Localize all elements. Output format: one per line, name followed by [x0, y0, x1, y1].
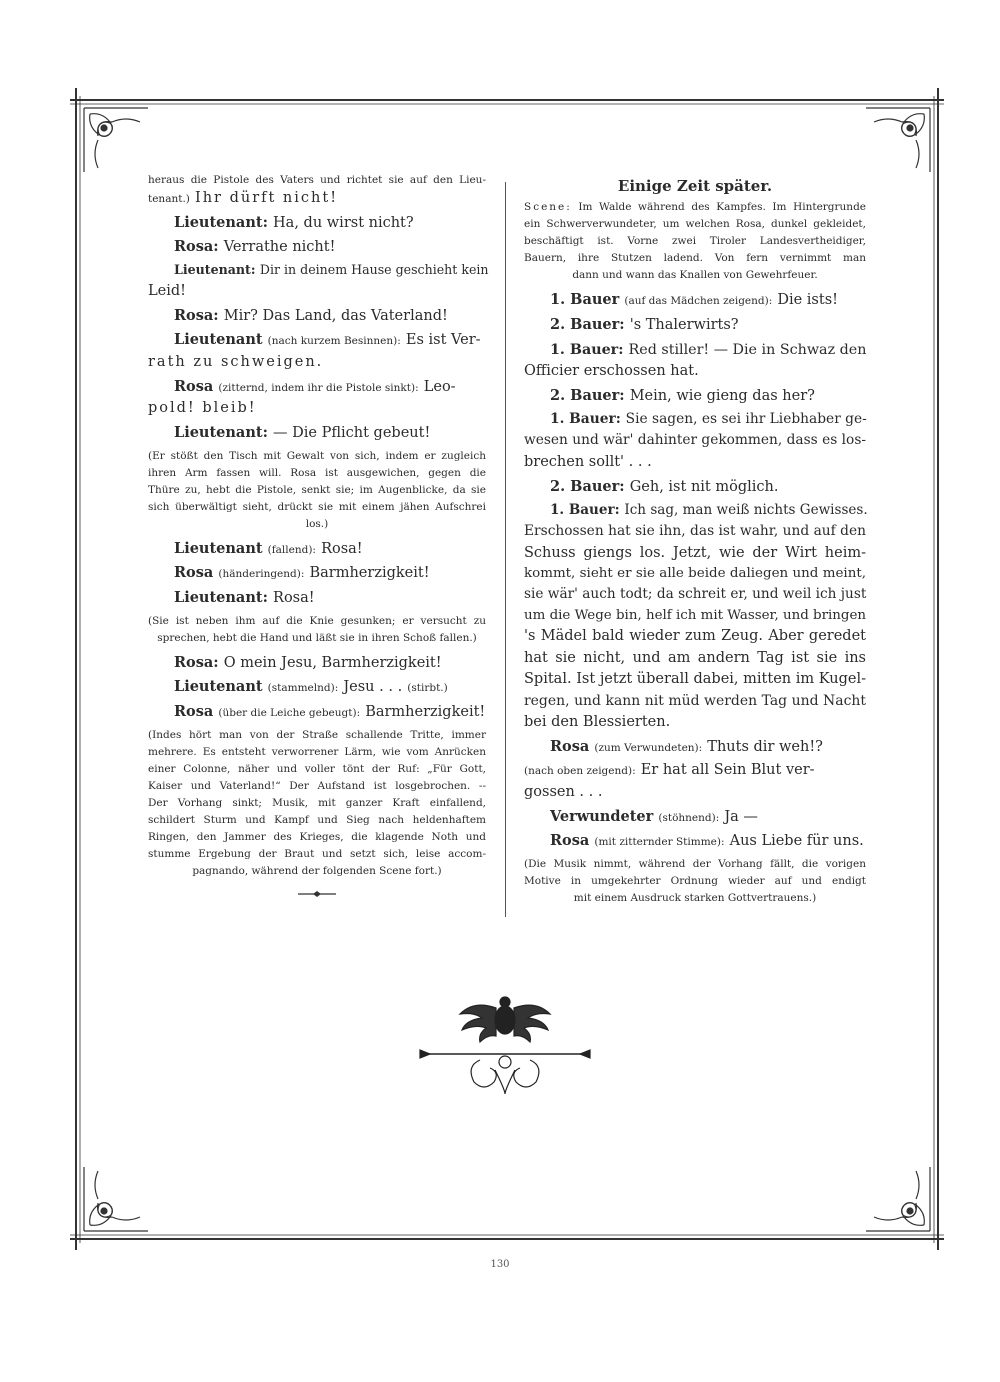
dialogue-continuation: hat sie nicht, und am andern Tag ist sie ins: [524, 649, 866, 666]
spoken-text: Leo-: [423, 378, 456, 395]
end-of-scene-ornament: [296, 890, 338, 898]
stage-direction-line: stumme Ergebung der Braut und setzt sich, leise accom-: [148, 847, 486, 860]
dialogue-line: [524, 807, 866, 826]
spoken-text: Ja —: [724, 808, 758, 825]
scene-description-line: beschäftigt ist. Vorne zwei Tiroler Landesvertheidiger,: [524, 235, 866, 248]
dialogue-line: [148, 213, 486, 232]
spoken-text: O mein Jesu, Barmherzigkeit!: [223, 654, 442, 671]
dialogue-line: [524, 290, 866, 309]
stage-direction-line: sich überwältigt sieht, drückt sie mit einem jähen Aufschrei: [148, 500, 486, 513]
dialogue-line: [524, 477, 866, 496]
spoken-text: Ihr dürft nicht!: [194, 190, 339, 207]
dialogue-continuation: 's Mädel bald wieder zum Zeug. Aber geredet: [524, 628, 866, 644]
spoken-text: Jesu . . .: [343, 679, 403, 696]
dialogue-continuation: Spital. Ist jetzt überall dabei, mitten im Kugel-: [524, 671, 866, 688]
dialogue-continuation: sie wär' auch todt; da schreit er, und weil ich just: [524, 585, 867, 602]
dialogue-continuation: wesen und wär' dahinter gekommen, dass es los-: [524, 432, 866, 449]
dialogue-line: [148, 377, 486, 396]
dialogue-line: [148, 677, 486, 696]
speaker-name: Lieutenant:: [174, 589, 268, 607]
stage-direction-line: Der Vorhang sinkt; Musik, mit ganzer Kraft einfallend,: [148, 796, 486, 809]
stage-direction-line: (Die Musik nimmt, während der Vorhang fällt, die vorigen: [524, 858, 866, 871]
speaker-name: 1. Bauer:: [550, 341, 624, 358]
spoken-text: Die ists!: [777, 292, 838, 309]
corner-flourish-icon: [84, 108, 148, 172]
dialogue-line: [148, 563, 486, 582]
stage-direction: tenant.): [148, 193, 190, 206]
dialogue-line: [524, 315, 866, 334]
corner-flourish-icon: [866, 108, 930, 172]
dialogue-line: [524, 340, 866, 358]
dialogue-line: [148, 237, 486, 256]
speaker-name: Lieutenant:: [174, 213, 268, 231]
dialogue-line: [148, 188, 486, 207]
dialogue-line: [524, 501, 866, 519]
speaker-name: Rosa:: [174, 238, 219, 256]
speaker-name: Lieutenant: [174, 331, 263, 349]
speaker-name: Rosa:: [174, 306, 219, 324]
dialogue-continuation: kommt, sieht er sie alle beide daliegen und meint,: [524, 566, 866, 582]
stage-direction-line: pagnando, während der folgenden Scene fort.): [192, 864, 442, 877]
dialogue-continuation: Erschossen hat sie ihn, das ist wahr, und auf den: [524, 522, 866, 539]
speaker-name: Lieutenant: [174, 678, 263, 696]
stage-direction: (nach oben zeigend):: [524, 765, 636, 778]
dialogue-continuation: pold! bleib!: [148, 400, 257, 417]
dialogue-line: [148, 306, 486, 325]
dialogue-line: [148, 330, 486, 349]
scene-label: Scene:: [524, 201, 572, 214]
spoken-text: Aus Liebe für uns.: [729, 833, 864, 850]
dialogue-line: [148, 588, 486, 607]
stage-direction: (zum Verwundeten):: [594, 741, 703, 754]
stage-direction: (auf das Mädchen zeigend):: [624, 295, 773, 308]
speaker-name: Lieutenant:: [174, 424, 268, 442]
stage-direction: (stöhnend):: [658, 811, 720, 824]
scene-description-line: dann und wann das Knallen von Gewehrfeuer.: [572, 269, 818, 282]
scene-heading: Einige Zeit später.: [617, 177, 773, 195]
stage-direction-line: mehrere. Es entsteht verworrener Lärm, wie vom Anrücken: [148, 745, 486, 758]
dialogue-line: [148, 262, 489, 278]
corner-flourish-icon: [866, 1167, 930, 1231]
speaker-name: Lieutenant:: [174, 262, 256, 278]
stage-direction: (über die Leiche gebeugt):: [218, 707, 361, 720]
stage-direction-block: [148, 448, 486, 533]
dialogue-continuation: Officier erschossen hat.: [524, 363, 699, 380]
dialogue-line: [524, 410, 866, 428]
dialogue-line: [524, 831, 866, 850]
speaker-name: Rosa: [174, 377, 214, 395]
speaker-name: Rosa: [550, 832, 590, 850]
dialogue-continuation: regen, und kann nit müd werden Tag und Nacht: [524, 693, 866, 710]
scene-description: [524, 199, 866, 284]
stage-direction-line: schildert Sturm und Kampf und Sieg nach heldenhaftem: [148, 813, 486, 826]
spoken-text: Dir in deinem Hause geschieht kein: [259, 262, 489, 278]
speaker-name: Rosa: [550, 737, 590, 755]
stage-direction-line: Motive in umgekehrter Ordnung wieder auf und endigt: [524, 875, 866, 888]
left-column: [148, 174, 489, 880]
dialogue-continuation: brechen sollt' . . .: [524, 454, 652, 470]
speaker-name: 1. Bauer: [550, 291, 620, 309]
spoken-text: Ich sag, man weiß nichts Gewisses.: [624, 502, 868, 519]
speaker-name: Rosa:: [174, 653, 219, 671]
speaker-name: 2. Bauer:: [550, 386, 625, 404]
right-column: [524, 178, 866, 907]
speaker-name: 1. Bauer:: [550, 502, 620, 519]
stage-direction-line: mit einem Ausdruck starken Gottvertrauens.): [573, 892, 817, 905]
dialogue-continuation: Leid!: [148, 283, 186, 300]
spoken-text: Geh, ist nit möglich.: [629, 478, 779, 495]
page-number: 130: [490, 1259, 510, 1270]
speaker-name: Rosa: [174, 703, 214, 721]
spoken-text: Rosa!: [273, 590, 315, 607]
spoken-text: Sie sagen, es sei ihr Liebhaber ge-: [625, 411, 867, 428]
scene-description-line: [524, 199, 866, 216]
stage-direction: (zitternd, indem ihr die Pistole sinkt):: [218, 381, 419, 394]
dialogue-line: [524, 386, 866, 405]
corner-flourish-icon: [84, 1167, 148, 1231]
dialogue-continuation: Schuss giengs los. Jetzt, wie der Wirt heim-: [524, 544, 866, 561]
dialogue-continuation: bei den Blessierten.: [524, 714, 671, 731]
stage-direction-block: [148, 613, 486, 647]
spoken-text: — Die Pflicht gebeut!: [273, 425, 431, 442]
spoken-text: Es ist Ver-: [405, 332, 481, 349]
stage-direction-line: (Indes hört man von der Straße schallende Tritte, immer: [148, 728, 486, 741]
stage-direction-line: sprechen, hebt die Hand und läßt sie in ihren Schoß fallen.): [157, 631, 477, 644]
spoken-text: Mein, wie gieng das her?: [629, 387, 815, 404]
dialogue-line: [524, 760, 866, 779]
stage-direction-block: [148, 727, 486, 880]
closing-stage-direction: [524, 856, 866, 907]
spoken-text: Red stiller! — Die in Schwaz den: [628, 341, 867, 358]
spoken-text: Rosa!: [321, 540, 363, 557]
stage-direction: (stammelnd):: [267, 682, 339, 695]
stage-direction: (nach kurzem Besinnen):: [267, 335, 401, 348]
stage-direction: heraus die Pistole des Vaters und richtet sie auf den Lieu-: [148, 174, 486, 186]
stage-direction-line: Ringen, den Jammer des Krieges, die klagende Noth und: [148, 830, 486, 843]
stage-direction-line: einer Colonne, näher und voller tönt der Ruf: „Für Gott,: [148, 762, 486, 775]
speaker-name: 1. Bauer:: [550, 411, 621, 428]
stage-direction-line: Thüre zu, hebt die Pistole, senkt sie; im Augenblicke, da sie: [148, 483, 486, 496]
speaker-name: Rosa: [174, 564, 214, 582]
dialogue-line: [524, 737, 866, 756]
scene-description-line: ein Schwerverwundeter, um welchen Rosa, dunkel gekleidet,: [524, 218, 866, 231]
stage-direction: (händeringend):: [218, 568, 305, 581]
scene-description-line: Bauern, ihre Stutzen ladend. Von fern vernimmt man: [524, 252, 866, 265]
speaker-name: 2. Bauer:: [550, 315, 625, 333]
eagle-vignette-icon: [420, 997, 590, 1094]
dialogue-continuation: gossen . . .: [524, 784, 603, 801]
speaker-name: 2. Bauer:: [550, 477, 625, 495]
stage-direction-line: Kaiser und Vaterland!“ Der Aufstand ist losgebrochen. --: [148, 779, 486, 792]
column-divider: [505, 182, 506, 917]
spoken-text: Ha, du wirst nicht?: [273, 214, 414, 231]
stage-direction-line: ihren Arm fassen will. Rosa ist ausgewichen, gegen die: [148, 466, 486, 479]
stage-direction: (mit zitternder Stimme):: [594, 836, 725, 849]
spoken-text: Thuts dir weh!?: [707, 738, 823, 755]
spoken-text: 's Thalerwirts?: [629, 316, 739, 333]
stage-direction-line: (Sie ist neben ihm auf die Knie gesunken; er versucht zu: [148, 614, 486, 627]
stage-direction: (stirbt.): [407, 682, 448, 695]
stage-direction-line: (Er stößt den Tisch mit Gewalt von sich, indem er zugleich: [148, 449, 486, 462]
stage-direction: (fallend):: [267, 543, 316, 556]
dialogue-line: [148, 702, 486, 721]
dialogue-continuation: um die Wege bin, helf ich mit Wasser, und bringen: [524, 607, 867, 623]
dialogue-line: [148, 539, 486, 558]
speaker-name: Lieutenant: [174, 539, 263, 557]
stage-direction-line: los.): [305, 517, 329, 530]
dialogue-line: [148, 653, 486, 672]
spoken-text: Barmherzigkeit!: [365, 704, 486, 721]
speaker-name: Verwundeter: [550, 807, 654, 825]
dialogue-continuation: rath zu schweigen.: [148, 354, 324, 371]
dialogue-line: [148, 423, 486, 442]
spoken-text: Barmherzigkeit!: [309, 565, 430, 582]
spoken-text: Verrathe nicht!: [223, 239, 336, 256]
spoken-text: Mir? Das Land, das Vaterland!: [223, 307, 448, 324]
scene-text: Im Walde während des Kampfes. Im Hintergrunde: [578, 201, 867, 214]
spoken-text: Er hat all Sein Blut ver-: [640, 762, 815, 779]
